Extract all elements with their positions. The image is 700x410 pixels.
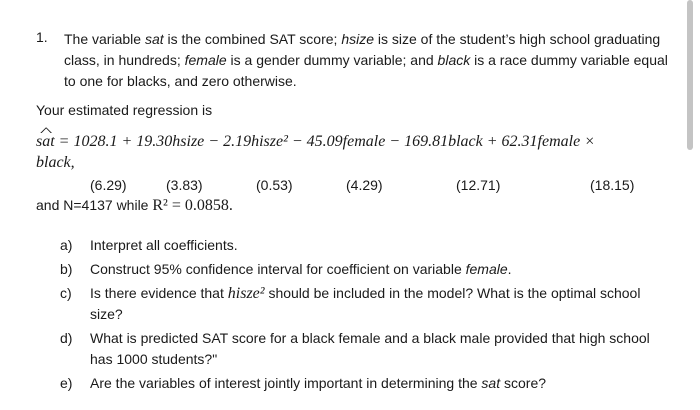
subquestion-text: Interpret all coefficients. (90, 237, 238, 253)
std-error-hsize-squared: (0.53) (256, 177, 293, 193)
subquestion-c (60, 283, 680, 325)
subquestion-a (60, 235, 680, 256)
text-span: class, in hundreds; (64, 52, 185, 68)
equation-rhs: = 1028.1 + 19.30hsize − 2.19hisze² − 45.09female − 169.81black + 62.31female × (54, 133, 595, 150)
subquestion-list (60, 235, 680, 397)
question-text (64, 29, 674, 92)
subquestion-continuation: size? (90, 306, 123, 322)
var-sat: sat (481, 375, 501, 391)
question-line-3: to one for blacks, and zero otherwise. (64, 73, 297, 89)
var-hsize: hsize (341, 31, 374, 47)
subquestion-text: . (507, 261, 512, 277)
sample-size-line (36, 197, 233, 215)
text-span: is a gender dummy variable; and (226, 52, 438, 68)
subquestion-text: Is there evidence that (90, 285, 228, 301)
sat-hat: ^ sat (36, 133, 55, 151)
question-line-2 (64, 50, 674, 71)
subquestion-label: d) (60, 330, 73, 346)
std-error-black: (12.71) (456, 177, 501, 193)
sample-size-text: and N=4137 while (36, 197, 153, 213)
std-error-female-black: (18.15) (590, 177, 635, 193)
var-sat: sat (144, 31, 164, 47)
subquestion-label: e) (60, 375, 73, 391)
subquestion-label: c) (60, 285, 72, 301)
question-number: 1. (36, 29, 48, 45)
subquestion-text: What is predicted SAT score for a black female and a black male provided that high school (90, 330, 650, 346)
equation-continuation: black, (36, 154, 75, 171)
std-error-hsize: (3.83) (166, 177, 203, 193)
std-error-female: (4.29) (346, 177, 383, 193)
var-female: female (465, 261, 508, 277)
var-female: female (184, 52, 227, 68)
question-line-1 (64, 29, 674, 50)
var-black: black (437, 52, 471, 68)
regression-equation-line-2 (36, 154, 75, 172)
r-squared: R² = 0.0858. (152, 197, 233, 214)
text-span: is size of the student’s high school graduating (374, 31, 661, 47)
subquestion-label: a) (60, 237, 73, 253)
text-span: is the combined SAT score; (163, 31, 342, 47)
subquestion-b (60, 259, 680, 280)
text-span: is a race dummy variable equal (470, 52, 668, 68)
subquestion-d (60, 328, 680, 370)
regression-equation-line-1 (36, 133, 595, 151)
subquestion-continuation: has 1000 students?" (90, 351, 218, 367)
var-hisze-squared: hisze² (227, 285, 265, 302)
std-error-intercept: (6.29) (90, 177, 127, 193)
subquestion-text: should be included in the model? What is the optimal school (264, 285, 641, 301)
subquestion-label: b) (60, 261, 73, 277)
subquestion-text: Construct 95% confidence interval for coefficient on variable (90, 261, 466, 277)
vertical-scrollbar[interactable] (687, 0, 693, 150)
subquestion-e (60, 373, 680, 394)
subquestion-text: score? (500, 375, 547, 391)
intro-text: Your estimated regression is (36, 102, 213, 118)
text-span: The variable (64, 31, 145, 47)
subquestion-text: Are the variables of interest jointly important in determining the (90, 375, 482, 391)
